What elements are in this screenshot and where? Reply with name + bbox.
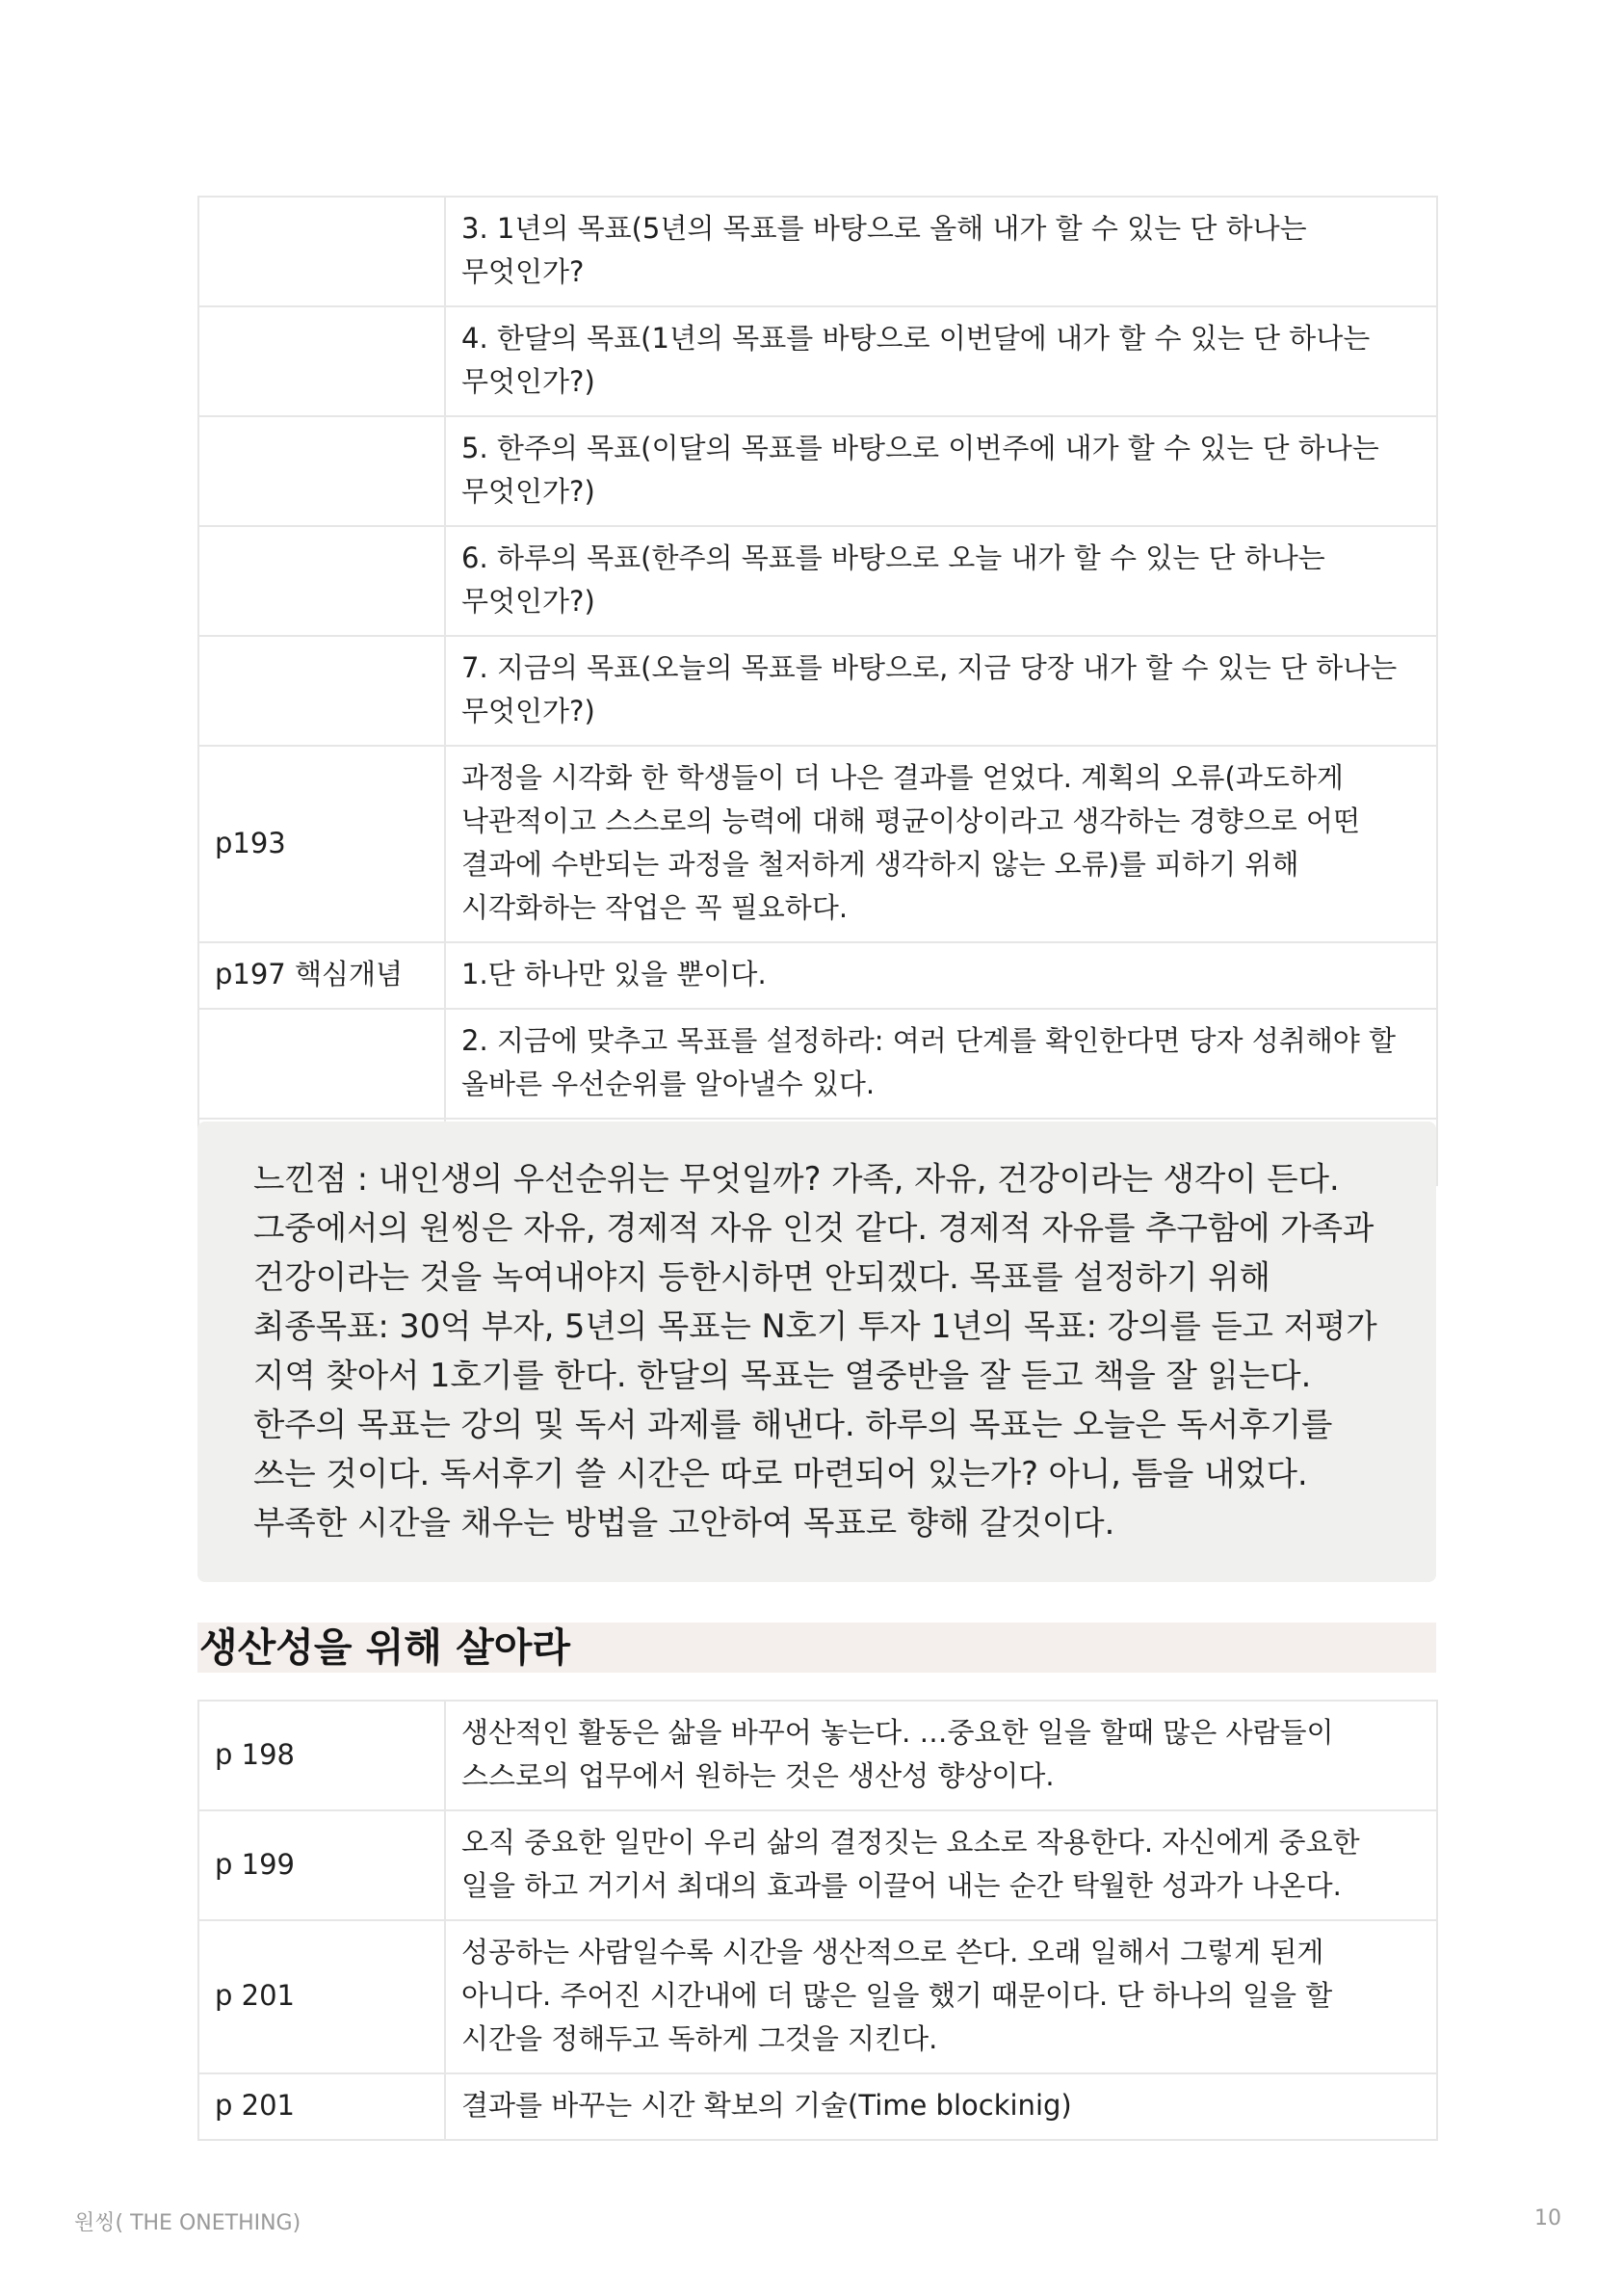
reflection-callout xyxy=(197,1122,1436,1582)
table-row xyxy=(198,636,1437,746)
page-ref-cell: p 199 xyxy=(198,1810,445,1920)
page-ref-cell xyxy=(198,306,445,416)
page-ref-cell xyxy=(198,636,445,746)
table-row xyxy=(198,306,1437,416)
table-row xyxy=(198,942,1437,1009)
page-ref-cell xyxy=(198,526,445,636)
table-row xyxy=(198,1009,1437,1119)
note-cell: 5. 한주의 목표(이달의 목표를 바탕으로 이번주에 내가 할 수 있는 단 하나는 무엇인가?) xyxy=(445,416,1437,526)
note-cell: 성공하는 사람일수록 시간을 생산적으로 쓴다. 오래 일해서 그렇게 된게 아니다. 주어진 시간내에 더 많은 일을 했기 때문이다. 단 하나의 일을 할 시간을 정해두고 독하게 그것을 지킨다. xyxy=(445,1920,1437,2073)
footer-page-number: 10 xyxy=(1534,2206,1561,2230)
page-ref-cell: p 201 xyxy=(198,2073,445,2140)
page-ref-cell xyxy=(198,197,445,306)
page-ref-cell xyxy=(198,1009,445,1119)
reflection-text: 느낀점 : 내인생의 우선순위는 무엇일까? 가족, 자유, 건강이라는 생각이 든다. 그중에서의 원씽은 자유, 경제적 자유 인것 같다. 경제적 자유를 추구함에 가족과 건강이라는 것을 녹여내야지 등한시하면 안되겠다. 목표를 설정하기 위해 최종목표: 30억 부자, 5년의 목표는 N호기 투자 1년의 목표: 강의를 듣고 저평가 지역 찾아서 1호기를 한다. 한달의 목표는 열중반을 잘 듣고 책을 잘 읽는다. 한주의 목표는 강의 및 독서 과제를 해낸다. 하루의 목표는 오늘은 독서후기를 쓰는 것이다. 독서후기 쓸 시간은 따로 마련되어 있는가? 아니, 틈을 내었다. 부족한 시간을 채우는 방법을 고안하여 목표로 향해 갈것이다. xyxy=(253,1160,1377,1542)
note-cell: 3. 1년의 목표(5년의 목표를 바탕으로 올해 내가 할 수 있는 단 하나는 무엇인가? xyxy=(445,197,1437,306)
table-row xyxy=(198,416,1437,526)
note-cell: 생산적인 활동은 삶을 바꾸어 놓는다. …중요한 일을 할때 많은 사람들이 스스로의 업무에서 원하는 것은 생산성 향상이다. xyxy=(445,1701,1437,1810)
section-heading: 생산성을 위해 살아라 xyxy=(197,1623,1436,1673)
note-cell: 2. 지금에 맞추고 목표를 설정하라: 여러 단계를 확인한다면 당자 성취해야 할 올바른 우선순위를 알아낼수 있다. xyxy=(445,1009,1437,1119)
note-cell: 결과를 바꾸는 시간 확보의 기술(Time blockinig) xyxy=(445,2073,1437,2140)
note-cell: 6. 하루의 목표(한주의 목표를 바탕으로 오늘 내가 할 수 있는 단 하나는 무엇인가?) xyxy=(445,526,1437,636)
table-row xyxy=(198,1810,1437,1920)
table-row xyxy=(198,1701,1437,1810)
page-ref-cell: p 201 xyxy=(198,1920,445,2073)
table-row xyxy=(198,197,1437,306)
table-row xyxy=(198,526,1437,636)
table-row xyxy=(198,2073,1437,2140)
note-cell: 오직 중요한 일만이 우리 삶의 결정짓는 요소로 작용한다. 자신에게 중요한 일을 하고 거기서 최대의 효과를 이끌어 내는 순간 탁월한 성과가 나온다. xyxy=(445,1810,1437,1920)
page-ref-cell: p193 xyxy=(198,746,445,942)
note-cell: 1.단 하나만 있을 뿐이다. xyxy=(445,942,1437,1009)
notes-table-goals xyxy=(197,196,1438,1186)
table-row xyxy=(198,746,1437,942)
page-ref-cell: p 198 xyxy=(198,1701,445,1810)
page-ref-cell xyxy=(198,416,445,526)
note-cell: 과정을 시각화 한 학생들이 더 나은 결과를 얻었다. 계획의 오류(과도하게 낙관적이고 스스로의 능력에 대해 평균이상이라고 생각하는 경향으로 어떤 결과에 수반되는 과정을 철저하게 생각하지 않는 오류)를 피하기 위해 시각화하는 작업은 꼭 필요하다. xyxy=(445,746,1437,942)
note-cell: 4. 한달의 목표(1년의 목표를 바탕으로 이번달에 내가 할 수 있는 단 하나는 무엇인가?) xyxy=(445,306,1437,416)
notes-table-productivity xyxy=(197,1700,1438,2141)
footer-book-title: 원씽( THE ONETHING) xyxy=(74,2211,301,2235)
note-cell: 7. 지금의 목표(오늘의 목표를 바탕으로, 지금 당장 내가 할 수 있는 단 하나는 무엇인가?) xyxy=(445,636,1437,746)
table-row xyxy=(198,1920,1437,2073)
page-ref-cell: p197 핵심개념 xyxy=(198,942,445,1009)
